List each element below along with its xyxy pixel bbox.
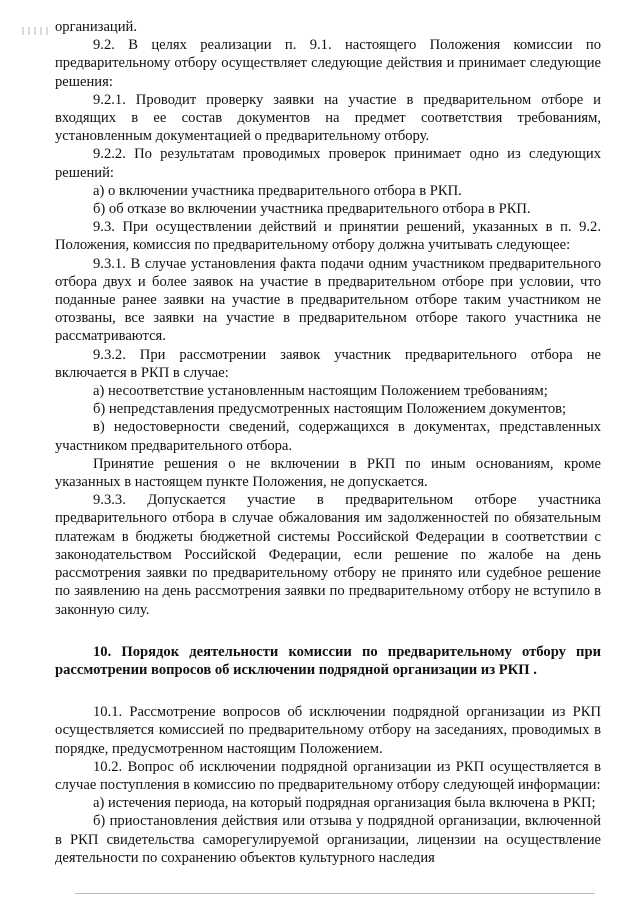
clause-9-3-2: 9.3.2. При рассмотрении заявок участник предварительного отбора не включается в РКП в случае: — [55, 346, 601, 381]
item-9-3-2-a: а) несоответствие установленным настоящим Положением требованиям; — [93, 383, 548, 400]
item-9-2-2-a: а) о включении участника предварительного отбора в РКП. — [93, 182, 462, 199]
document-body — [55, 18, 601, 867]
clause-9-2-2: 9.2.2. По результатам проводимых проверок принимает одно из следующих решений: — [55, 146, 601, 181]
section-10-heading: 10. Порядок деятельности комиссии по предварительному отбору при рассмотрении вопросов об исключении подрядной организации из РКП . — [55, 643, 601, 678]
item-9-3-2-c: в) недостоверности сведений, содержащихся в документах, представленных участником предварительного отбора. — [55, 419, 601, 454]
clause-9-3-1: 9.3.1. В случае установления факта подачи одним участником предварительного отбора двух и более заявок на участие в предварительном отборе при условии, что поданные ранее заявки на участие в предварительном отборе таким участником не отозваны, все заявки на участие в предварительном отборе такого участника не рассматриваются. — [55, 255, 601, 345]
item-9-3-2-b: б) непредставления предусмотренных настоящим Положением документов; — [93, 401, 567, 418]
clause-9-3: 9.3. При осуществлении действий и принятии решений, указанных в п. 9.2. Положения, комиссия по предварительному отбору должна учитывать следующее: — [55, 219, 601, 254]
clause-9-3-3: 9.3.3. Допускается участие в предварительном отборе участника предварительного отбора в случае обжалования им задолженностей по обязательным платежам в бюджеты бюджетной системы Российской Федерации в соответствии с законодательством Российской Федерации, если решение по жалобе на день рассмотрения заявки по предварительному отбору не принято или судебное решение по заявлению на день рассмотрения заявки по предварительному отбору не вступило в законную силу. — [55, 492, 601, 618]
clause-9-2-1: 9.2.1. Проводит проверку заявки на участие в предварительном отборе и входящих в ее состав документов на предмет соответствия требованиям, установленным документацией о предварительному отбору. — [55, 91, 601, 145]
scan-artifact — [22, 27, 52, 35]
clause-10-2: 10.2. Вопрос об исключении подрядной организации из РКП осуществляется в случае поступления в комиссию по предварительному отбору следующей информации: — [55, 758, 601, 793]
item-9-2-2-b: б) об отказе во включении участника предварительного отбора в РКП. — [93, 201, 531, 218]
clause-9-2: 9.2. В целях реализации п. 9.1. настоящего Положения комиссии по предварительному отбору осуществляет следующие действия и принимает следующие решения: — [55, 37, 601, 90]
clause-9-3-2-note: Принятие решения о не включении в РКП по иным основаниям, кроме указанных в настоящем пункте Положения, не допускается. — [55, 455, 601, 491]
item-10-2-b: б) приостановления действия или отзыва у подрядной организации, включенной в РКП свидетельства саморегулируемой организации, лицензии на осуществление деятельности по сохранению объектов культурного наследия — [55, 813, 601, 866]
scan-bottom-line — [75, 893, 595, 894]
clause-10-1: 10.1. Рассмотрение вопросов об исключении подрядной организации из РКП осуществляется комиссией по предварительному отбору на заседаниях, проводимых в порядке, предусмотренном настоящим Положением. — [55, 704, 601, 757]
item-10-2-a: а) истечения периода, на который подрядная организация была включена в РКП; — [93, 795, 596, 812]
paragraph-continuation: организаций. — [55, 19, 137, 35]
